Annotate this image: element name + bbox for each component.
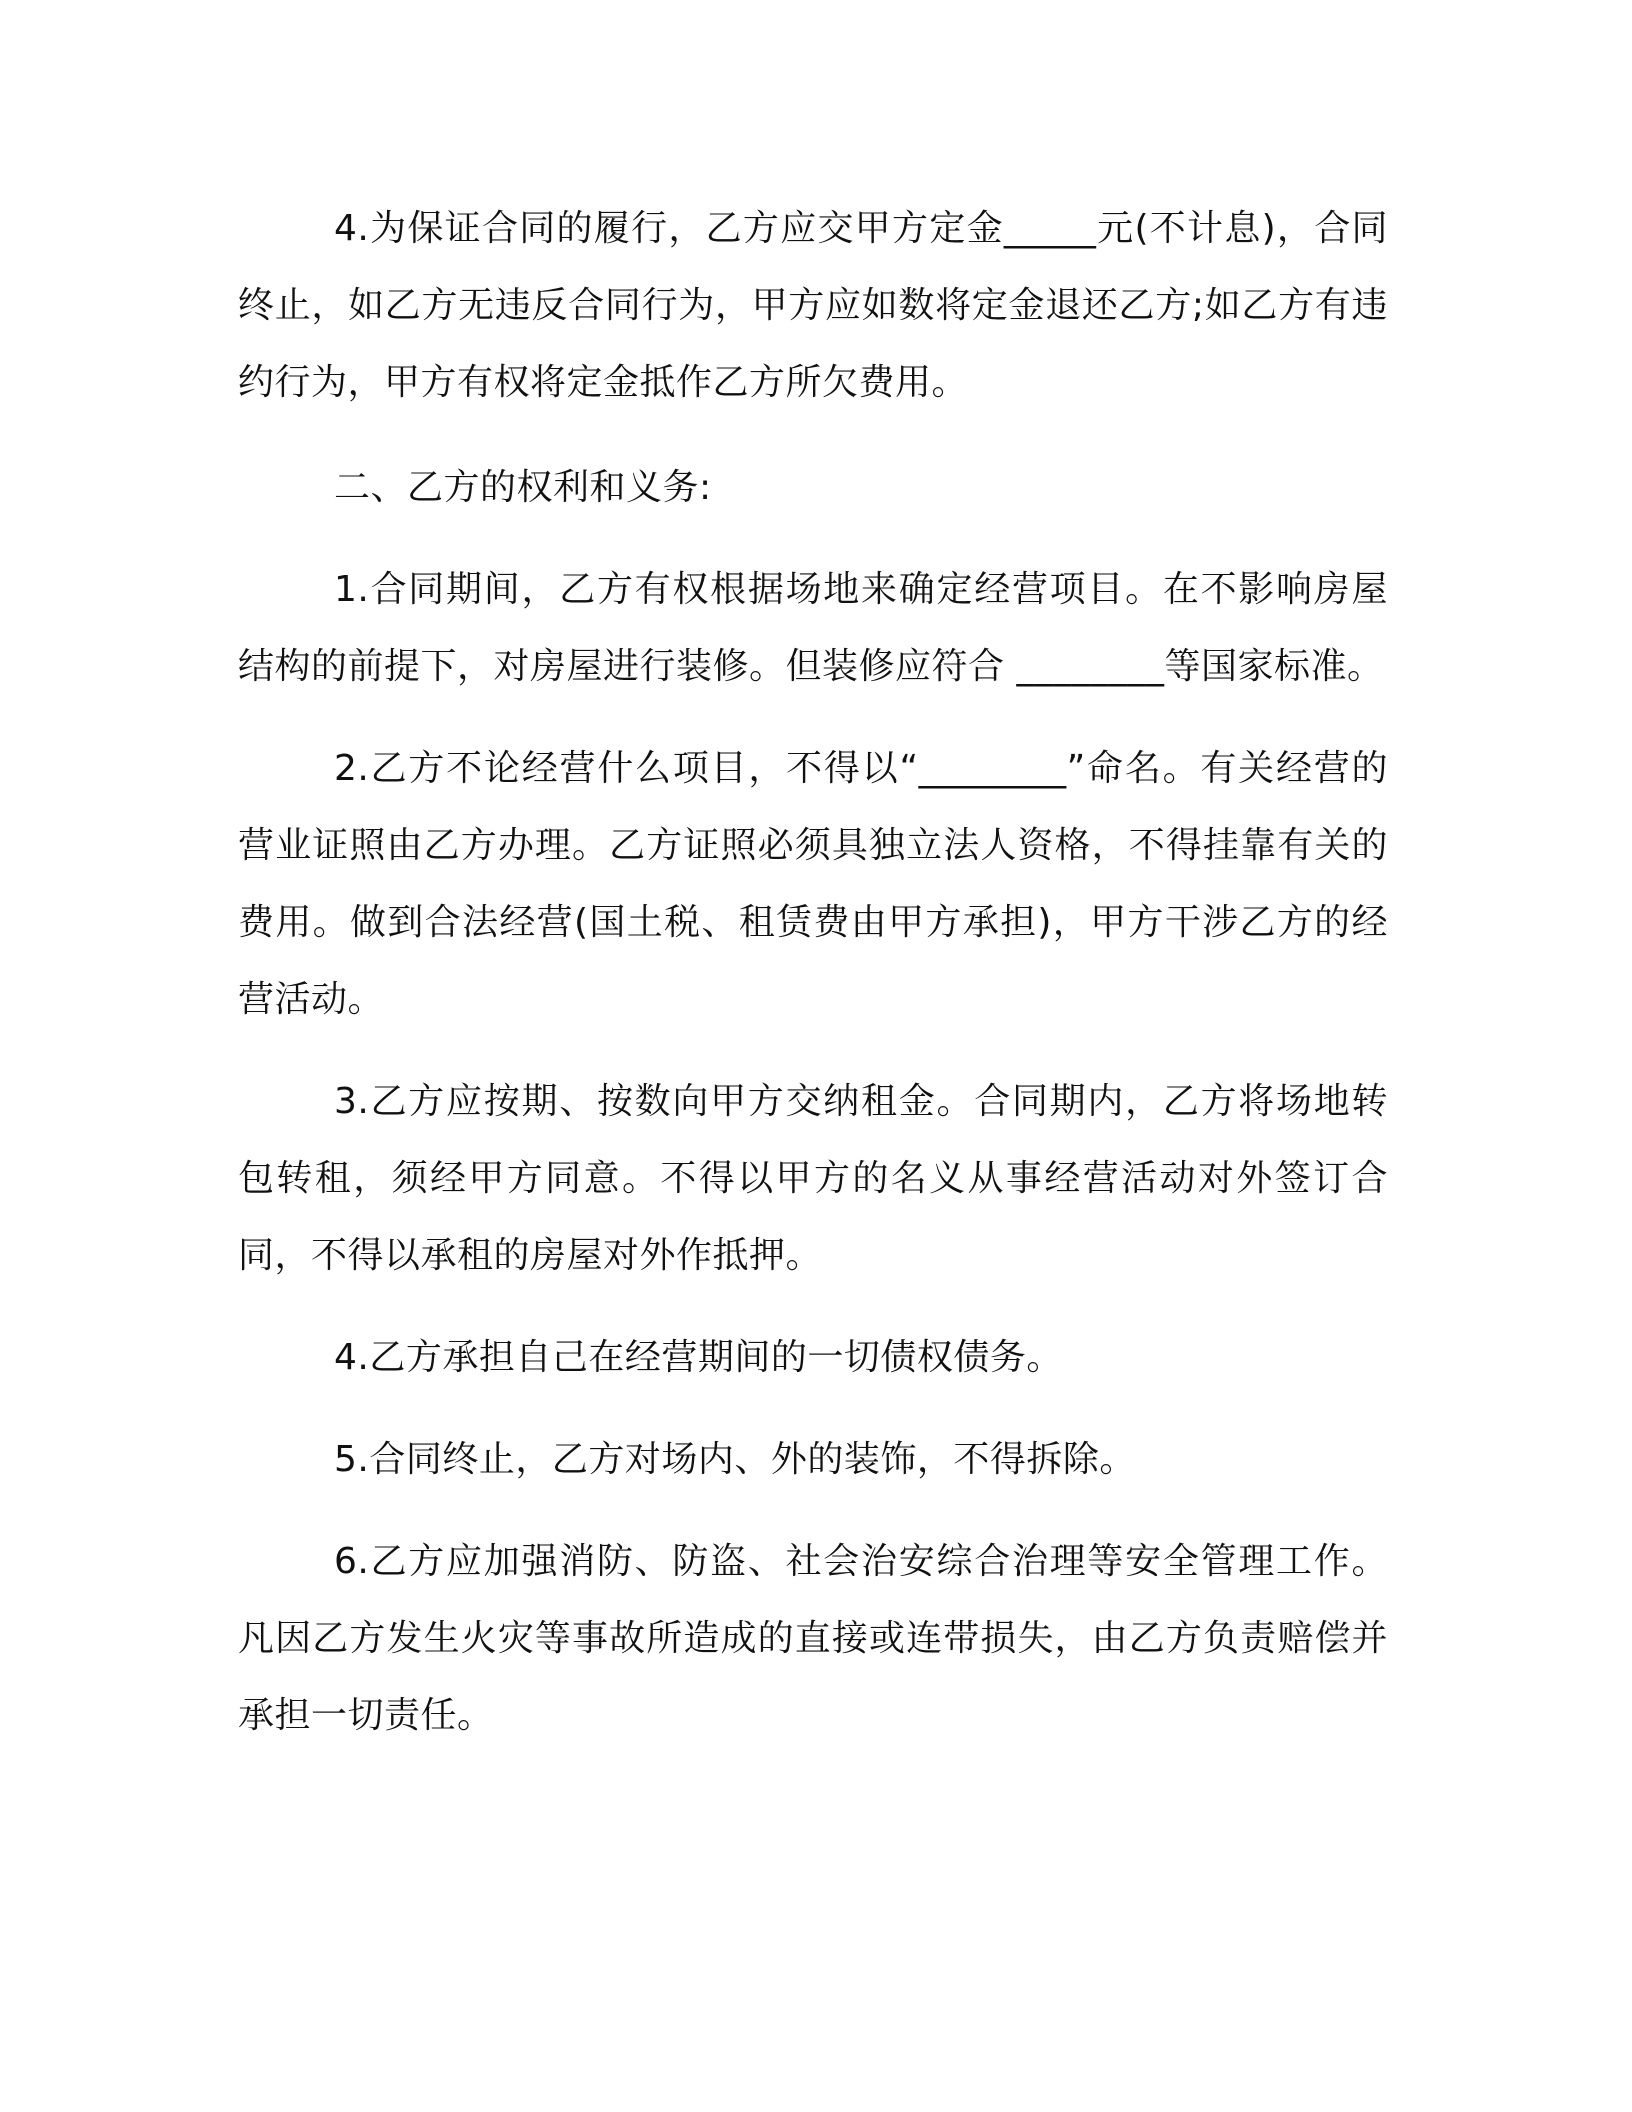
paragraph-clause-4: 4.乙方承担自己在经营期间的一切债权债务。 <box>334 1337 1063 1378</box>
paragraph-clause-5: 5.合同终止，乙方对场内、外的装饰，不得拆除。 <box>334 1439 1136 1480</box>
paragraph-clause-3: 3.乙方应按期、按数向甲方交纳租金。合同期内，乙方将场地转包转租，须经甲方同意。不得以甲方的名义从事经营活动对外签订合同，不得以承租的房屋对外作抵押。 <box>238 1081 1388 1276</box>
paragraph-clause-1: 1.合同期间，乙方有权根据场地来确定经营项目。在不影响房屋结构的前提下，对房屋进行装修。但装修应符合 ________等国家标准。 <box>238 569 1388 687</box>
paragraph-clause-6: 6.乙方应加强消防、防盗、社会治安综合治理等安全管理工作。凡因乙方发生火灾等事故所造成的直接或连带损失，由乙方负责赔偿并承担一切责任。 <box>238 1541 1388 1736</box>
paragraph-deposit: 4.为保证合同的履行，乙方应交甲方定金_____元(不计息)，合同终止，如乙方无违反合同行为，甲方应如数将定金退还乙方;如乙方有违约行为，甲方有权将定金抵作乙方所欠费用。 <box>238 208 1388 403</box>
paragraph-clause-2: 2.乙方不论经营什么项目，不得以“________”命名。有关经营的营业证照由乙方办理。乙方证照必须具独立法人资格，不得挂靠有关的费用。做到合法经营(国土税、租赁费由甲方承担)，甲方干涉乙方的经营活动。 <box>238 748 1388 1020</box>
section-heading-rights-obligations: 二、乙方的权利和义务: <box>334 467 712 508</box>
document-body <box>238 190 1388 1779</box>
